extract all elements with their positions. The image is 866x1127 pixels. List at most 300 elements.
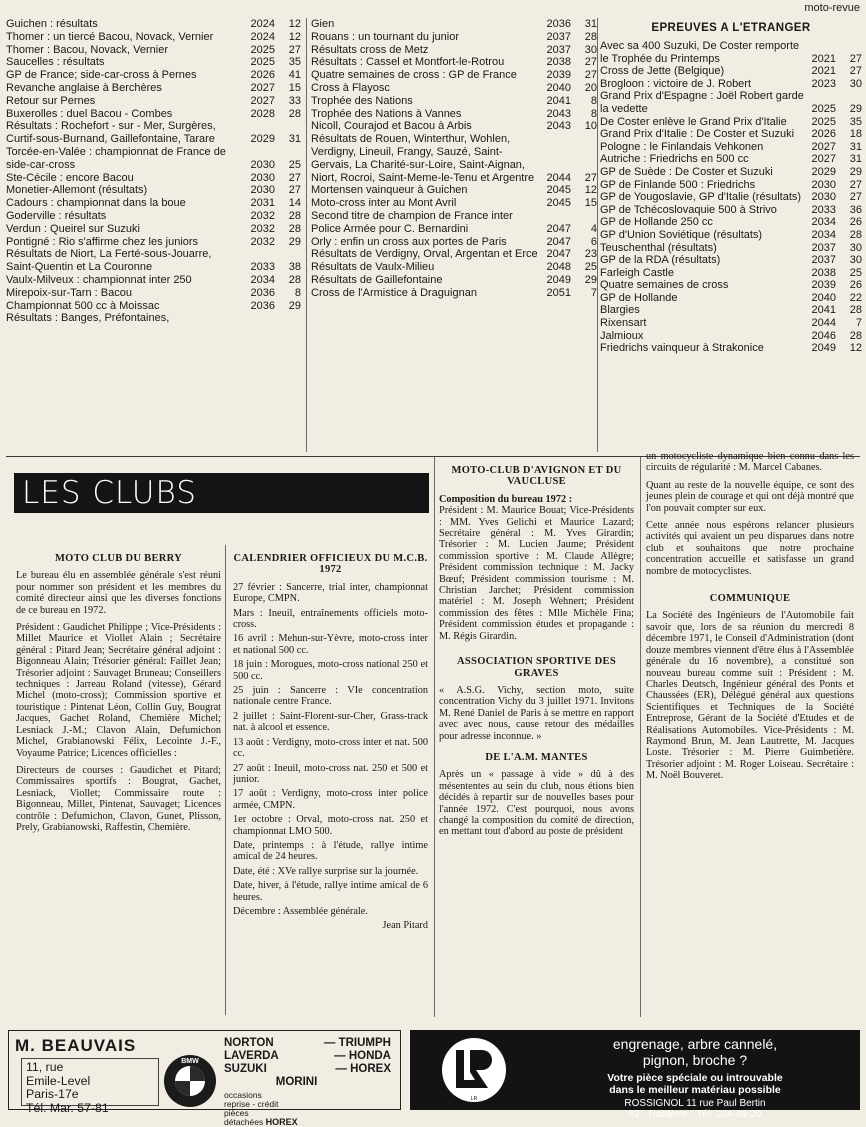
- entry-title: Verdun : Queirel sur Suzuki: [6, 222, 140, 235]
- entry-issue: 2034: [811, 228, 836, 241]
- entry-page: 27: [849, 65, 862, 78]
- entry-issue: 2032: [250, 209, 275, 222]
- entry-title: Résultats : Cassel et Montfort-le-Rotrou: [311, 56, 505, 69]
- address-line: 11, rue: [26, 1060, 64, 1074]
- entry-title: Grand Prix d'Espagne : Joël Robert garde la vedette: [600, 90, 804, 115]
- calendar-item: 2 juillet : Saint-Florent-sur-Cher, Grass-track nat. à alcool et essence.: [233, 710, 428, 734]
- entry-page: 25: [288, 158, 301, 171]
- entry-title: Avec sa 400 Suzuki, De Coster remporte le Trophée du Printemps: [600, 40, 800, 65]
- entry-title: GP de Yougoslavie, GP d'Italie (résultats): [600, 191, 802, 204]
- brand-item: — HOREX: [335, 1063, 391, 1075]
- entry-issue: 2037: [546, 30, 571, 43]
- entry-page: 28: [288, 209, 301, 222]
- entry-issue: 2043: [546, 120, 571, 133]
- entry-title: Autriche : Friedrichs en 500 cc: [600, 153, 749, 166]
- entry-title: Résultats de Niort, La Ferté-sous-Jouarre, Saint-Quentin et La Couronne: [6, 248, 212, 274]
- berry-paragraph: Directeurs de courses : Gaudichet et Pitard; Commissaires sportifs : Bougrat, Gachet, Lesniack, Viollet; Commissaire route : Bigonneau, Millet, Pintenat, Sauvaget; Licences contrôle : Defumichon, Clavon, Gunet, Plisson, Prely, Grabianowski, Raffestin, Chemière.: [16, 764, 221, 833]
- entry-page: 7: [590, 286, 597, 299]
- entry-title: Orly : enfin un cross aux portes de Paris: [311, 235, 507, 248]
- entry-issue: 2025: [811, 115, 836, 128]
- rossignol-address: [540, 1098, 850, 1120]
- calendar-item: Date, hiver, à l'étude, rallye intime amical de 6 heures.: [233, 880, 428, 903]
- entry-issue: 2033: [250, 261, 275, 274]
- avignon-column: [439, 465, 634, 1105]
- entry-issue: 2021: [811, 65, 836, 78]
- entry-title: Teuschenthal (résultats): [600, 241, 717, 254]
- address-line: 92 - Nanterre - Tél. 204-49-20: [628, 1109, 762, 1120]
- entry-title: Vaulx-Milveux : championnat inter 250: [6, 273, 192, 286]
- entry-page: 27: [584, 171, 597, 184]
- calendar-item: 16 avril : Mehun-sur-Yèvre, moto-cross inter et national 500 cc.: [233, 633, 428, 656]
- entry-page: 23: [584, 248, 597, 261]
- index-entry: [600, 179, 862, 192]
- entry-issue: 2038: [546, 56, 571, 69]
- entry-issue: 2049: [811, 342, 836, 355]
- entry-page: 29: [288, 235, 301, 248]
- index-entry: [600, 279, 862, 292]
- entry-title: GP de la RDA (résultats): [600, 254, 721, 267]
- table-of-contents: [6, 18, 862, 452]
- entry-title: GP de Hollande 250 cc: [600, 216, 713, 229]
- index-entry: [600, 204, 862, 217]
- entry-issue: 2025: [811, 102, 836, 115]
- entry-title: Résultats de Vaulx-Milieu: [311, 261, 435, 274]
- entry-issue: 2041: [546, 94, 571, 107]
- entry-title: Second titre de champion de France inter Police Armée pour C. Bernardini: [311, 209, 513, 235]
- entry-page: 15: [584, 197, 597, 210]
- entry-page: 8: [590, 107, 597, 120]
- communique-title: COMMUNIQUE: [709, 593, 791, 605]
- entry-issue: 2026: [811, 128, 836, 141]
- entry-issue: 2023: [811, 77, 836, 90]
- index-entry: [6, 197, 301, 210]
- index-entry: [600, 229, 862, 242]
- index-entry: [600, 254, 862, 267]
- entry-title: Résultats : Banges, Préfontaines,: [6, 312, 170, 325]
- entry-issue: 2051: [546, 286, 571, 299]
- entry-title: Thomer : Bacou, Novack, Vernier: [6, 43, 169, 56]
- index-entry: [600, 90, 862, 115]
- calendar-title: CALENDRIER OFFICIEUX DU M.C.B. 1972: [233, 553, 428, 576]
- entry-page: 7: [855, 317, 862, 330]
- entry-issue: 2024: [250, 30, 275, 43]
- entry-page: 27: [288, 43, 301, 56]
- pitch-line: Votre pièce spéciale ou introuvable: [607, 1072, 783, 1084]
- entry-page: 33: [288, 94, 301, 107]
- index-entry: [6, 287, 301, 300]
- entry-title: Cross de l'Armistice à Draguignan: [311, 286, 477, 299]
- entry-title: Rouans : un tournant du junior: [311, 30, 459, 43]
- index-entry: [311, 69, 597, 82]
- calendar-item: Date, été : XVe rallye surprise sur la journée.: [233, 865, 419, 877]
- entry-page: 8: [590, 94, 597, 107]
- service-item: détachées HOREX: [224, 1117, 298, 1127]
- entry-issue: 2032: [250, 235, 275, 248]
- entry-issue: 2029: [811, 165, 836, 178]
- entry-title: Cadours : championnat dans la boue: [6, 197, 186, 210]
- entry-issue: 2025: [250, 56, 275, 69]
- entry-title: Moto-cross inter au Mont Avril: [311, 197, 457, 210]
- entry-title: GP de Hollande: [600, 291, 678, 304]
- entry-page: 12: [584, 184, 597, 197]
- index-entry: [6, 146, 301, 172]
- entry-issue: 2036: [546, 18, 571, 30]
- avignon-text: Président : M. Maurice Bouat; Vice-Présidents : MM. Yves Gelichi et Maurice Lazard; Secrétaire général : M. Yves Girardin; Trésorier : M. Lucien Jaume; Président commission sportive : M. Claude Allègre; Président commission technique : M. Jacky Bœuf; Président commission tourisme : M. Christian Jarchet; Président commission matériel : M. Joseph Wehnert; Président commission des fêtes : Mlle Michèle Fina; Président commission études et propagande : M. Régis Girardin.: [439, 505, 634, 642]
- bmw-logo-icon: [162, 1053, 218, 1109]
- entry-issue: 2030: [250, 171, 275, 184]
- index-entry: [311, 31, 597, 44]
- entry-page: 28: [849, 304, 862, 317]
- index-entry: [311, 56, 597, 69]
- entry-page: 27: [849, 191, 862, 204]
- entry-page: 38: [288, 261, 301, 274]
- entry-issue: 2026: [250, 69, 275, 82]
- index-entry: [600, 40, 862, 65]
- entry-title: Grand Prix d'Italie : De Coster et Suzuki: [600, 128, 795, 141]
- masthead: moto-revue: [804, 2, 860, 14]
- entry-issue: 2038: [811, 266, 836, 279]
- berry-paragraph: Président : Gaudichet Philippe ; Vice-Présidents : Millet Maurice et Viollet Alain ; Secrétaire général : Pitard Jean; Secrétaire général adjoint : Bigonneau Alain; Trésorier général: Faillet Jean; Trésorier adjoint : Sauvaget Bruneau; Conseillers techniques : Jarreau Roland (vitesse), Gérard Michel (moto-cross); Commission sportive et touristique : Pintenat Léon, Collin Guy, Bougrat Jacques, Gachet Roland, Chemière Michel; Lesniack J.-M.; Clavon Alain, Defumichon Michel, Grabianowski Félix, Lecointe J.-F., Voyaume Patrice; Licences officielles :: [16, 622, 221, 759]
- foreign-events-title: EPREUVES A L'ETRANGER: [651, 22, 811, 34]
- entry-issue: 2037: [811, 241, 836, 254]
- entry-page: 31: [849, 140, 862, 153]
- index-entry: [6, 69, 301, 82]
- beauvais-ad: [8, 1030, 401, 1127]
- entry-page: 30: [849, 77, 862, 90]
- entry-page: 12: [849, 342, 862, 355]
- entry-title: Brogloon : victoire de J. Robert: [600, 77, 752, 90]
- brand-item: MORINI: [275, 1076, 318, 1088]
- entry-title: Saucelles : résultats: [6, 56, 105, 69]
- entry-issue: 2044: [811, 317, 836, 330]
- address-line: Emile-Level: [26, 1073, 91, 1088]
- entry-title: Championnat 500 cc à Moissac: [6, 299, 160, 312]
- entry-issue: 2039: [811, 279, 836, 292]
- bmw-logo-text: BMW: [181, 1058, 199, 1065]
- calendar-item: 25 juin : Sancerre : VIe concentration nationale centre France.: [233, 685, 428, 708]
- entry-title: GP d'Union Soviétique (résultats): [600, 228, 763, 241]
- entry-page: 25: [584, 261, 597, 274]
- entry-title: Jalmioux: [600, 329, 644, 342]
- services-list: [224, 1091, 298, 1127]
- entry-issue: 2033: [811, 203, 836, 216]
- entry-issue: 2043: [546, 107, 571, 120]
- mantes-continued: Quant au reste de la nouvelle équipe, ce sont des jeunes plein de courage et qui ont déjà montré que l'on pouvait compter sur eux.: [646, 479, 854, 514]
- entry-issue: 2040: [811, 291, 836, 304]
- entry-title: Thomer : un tiercé Bacou, Novack, Vernier: [6, 30, 214, 43]
- entry-page: 26: [849, 279, 862, 292]
- rossignol-pitch: [540, 1072, 850, 1096]
- index-entry: [311, 108, 597, 121]
- entry-title: Résultats de Verdigny, Orval, Argentan et Erce: [311, 248, 538, 261]
- graves-text: « A.S.G. Vichy, section moto, suite concentration Vichy du 3 juillet 1971. Invitons M. René Daniel de Paris à se mettre en rapport avec avec nous, cause retour des médailles pour adresse inconnue. »: [439, 684, 634, 742]
- rossignol-ad: [410, 1030, 860, 1120]
- index-entry: [600, 78, 862, 91]
- index-entry: [600, 166, 862, 179]
- entry-issue: 2036: [250, 299, 275, 312]
- entry-page: 29: [849, 102, 862, 115]
- entry-page: 29: [288, 299, 301, 312]
- entry-title: GP de Suède : De Coster et Suzuki: [600, 165, 773, 178]
- entry-page: 31: [288, 133, 301, 146]
- index-column-3: [600, 18, 862, 355]
- index-entry: [311, 197, 597, 210]
- entry-issue: 2028: [250, 107, 275, 120]
- index-entry: [311, 18, 597, 31]
- entry-page: 20: [584, 81, 597, 94]
- entry-issue: 2031: [250, 197, 275, 210]
- brand-list: [224, 1037, 399, 1089]
- calendar-item: Décembre : Assemblée générale.: [233, 905, 368, 917]
- index-entry: [311, 95, 597, 108]
- calendar-item: 27 février : Sancerre, trial inter, championnat Europe, CMPN.: [233, 581, 428, 605]
- berry-article: [16, 553, 221, 1083]
- entry-title: Quatre semaines de cross : GP de France: [311, 69, 517, 82]
- mantes-continued: un motocycliste dynamique bien connu dans les circuits de régularité : M. Marcel Cabanes.: [646, 451, 854, 474]
- entry-page: 29: [849, 165, 862, 178]
- mantes-text: Après un « passage à vide » dû à des mésententes au sein du club, nous étions bien décidés à repartir sur de nouvelles bases pour l'année 1972. C'est pourquoi, nous avons changé la composition du comité de direction, en mettant tout d'abord au poste de président: [439, 769, 634, 838]
- entry-title: Résultats : Rochefort - sur - Mer, Surgères, Curtif-sous-Burnand, Gaillefontaine, Tarare: [6, 120, 216, 146]
- entry-issue: 2034: [811, 216, 836, 229]
- brand-item: — TRIUMPH: [323, 1037, 391, 1049]
- index-entry: [6, 236, 301, 249]
- entry-page: 28: [849, 228, 862, 241]
- entry-title: GP de France; side-car-cross à Pernes: [6, 69, 197, 82]
- entry-issue: 2030: [250, 158, 275, 171]
- entry-title: Retour sur Pernes: [6, 94, 96, 107]
- entry-issue: 2037: [546, 43, 571, 56]
- entry-page: 30: [849, 254, 862, 267]
- address-line: Tél. Mar. 57-81: [26, 1100, 109, 1115]
- calendar-item: 18 juin : Morogues, moto-cross national 250 et 500 cc.: [233, 659, 428, 682]
- entry-issue: 2044: [546, 171, 571, 184]
- clubs-section: [14, 451, 854, 932]
- berry-title: MOTO CLUB DU BERRY: [54, 553, 183, 564]
- entry-issue: 2049: [546, 273, 571, 286]
- entry-title: Monetier-Allemont (résultats): [6, 184, 148, 197]
- index-entry: [311, 274, 597, 287]
- entry-page: 6: [590, 235, 597, 248]
- entry-issue: 2047: [546, 222, 571, 235]
- entry-title: Résultats de Gaillefontaine: [311, 273, 443, 286]
- index-entry: [600, 153, 862, 166]
- entry-issue: 2025: [250, 43, 275, 56]
- index-entry: [311, 236, 597, 249]
- entry-page: 30: [849, 241, 862, 254]
- service-item: reprise - crédit: [224, 1099, 279, 1109]
- entry-page: 27: [584, 69, 597, 82]
- index-entry: [311, 44, 597, 57]
- entry-title: Goderville : résultats: [6, 209, 107, 222]
- index-entry: [6, 82, 301, 95]
- entry-title: Guichen : résultats: [6, 18, 98, 30]
- column-divider: [306, 18, 307, 452]
- entry-page: 12: [288, 30, 301, 43]
- index-entry: [6, 120, 301, 146]
- entry-issue: 2032: [250, 222, 275, 235]
- entry-page: 27: [584, 56, 597, 69]
- entry-page: 35: [288, 56, 301, 69]
- entry-issue: 2048: [546, 261, 571, 274]
- index-entry: [6, 223, 301, 236]
- entry-issue: 2027: [250, 81, 275, 94]
- entry-page: 31: [849, 153, 862, 166]
- entry-issue: 2036: [250, 286, 275, 299]
- index-entry: [6, 31, 301, 44]
- entry-page: 31: [584, 18, 597, 30]
- entry-issue: 2041: [811, 304, 836, 317]
- entry-issue: 2034: [250, 273, 275, 286]
- avignon-title: MOTO-CLUB D'AVIGNON ET DU VAUCLUSE: [451, 465, 622, 488]
- entry-page: 14: [288, 197, 301, 210]
- column-divider: [434, 457, 435, 1017]
- index-entry: [600, 128, 862, 141]
- address-line: Paris-17e: [26, 1087, 79, 1101]
- address-line: ROSSIGNOL 11 rue Paul Bertin: [624, 1098, 766, 1109]
- index-entry: [600, 216, 862, 229]
- pitch-line: dans le meilleur matériau possible: [609, 1084, 781, 1096]
- entry-issue: 2030: [811, 178, 836, 191]
- berry-paragraph: Le bureau élu en assemblée générale s'est réuni pour nommer son président et les membres du comité directeur ainsi que les diverses fonctions de ce bureau en 1972.: [16, 570, 221, 616]
- tagline-line: pignon, broche ?: [642, 1052, 748, 1068]
- svg-text:LR: LR: [470, 1096, 478, 1102]
- entry-issue: 2047: [546, 235, 571, 248]
- calendar-item: 27 août : Ineuil, moto-cross nat. 250 et 500 et junior.: [233, 762, 428, 785]
- index-entry: [311, 210, 597, 236]
- entry-page: 27: [849, 52, 862, 65]
- mantes-continued: Cette année nous espérons relancer plusieurs activités qui avaient un peu disparues dans notre club et souhaitons que notre prochaine concentration accueille et satisfasse un grand nombre de motocyclistes.: [646, 520, 854, 577]
- index-entry: [600, 191, 862, 204]
- index-entry: [6, 300, 301, 313]
- entry-title: Résultats de Rouen, Winterthur, Wohlen, Verdigny, Lineuil, Frangy, Sauzé, Saint-Gervais, La Charité-sur-Loire, Saint-Aignan, Niort, Rocroi, Saint-Meme-le-Tenu et Argentre: [311, 133, 535, 184]
- entry-title: Quatre semaines de cross: [600, 279, 729, 292]
- index-entry: [600, 342, 862, 355]
- index-entry: [311, 248, 597, 261]
- entry-title: Torcée-en-Valée : championnat de France de side-car-cross: [6, 145, 226, 171]
- entry-issue: 2045: [546, 197, 571, 210]
- entry-title: Cross à Flayosc: [311, 81, 390, 94]
- entry-title: Mortensen vainqueur à Guichen: [311, 184, 468, 197]
- service-item: occasions: [224, 1090, 262, 1100]
- index-entry: [6, 312, 301, 325]
- entry-page: 28: [288, 222, 301, 235]
- calendar-item: Mars : Ineuil, entraînements officiels moto-cross.: [233, 607, 428, 631]
- rossignol-tagline: [540, 1036, 850, 1068]
- calendar-item: 17 août : Verdigny, moto-cross inter police armée, CMPN.: [233, 788, 428, 811]
- index-entry: [6, 184, 301, 197]
- entry-issue: 2047: [546, 248, 571, 261]
- index-entry: [600, 65, 862, 78]
- index-entry: [311, 261, 597, 274]
- brand-item: — HONDA: [334, 1050, 391, 1062]
- mantes-title: DE L'A.M. MANTES: [485, 751, 588, 763]
- entry-page: 18: [849, 128, 862, 141]
- entry-issue: 2029: [250, 133, 275, 146]
- entry-page: 30: [584, 43, 597, 56]
- index-entry: [6, 44, 301, 57]
- index-entry: [6, 95, 301, 108]
- beauvais-address: [21, 1058, 159, 1115]
- index-entry: [6, 248, 301, 274]
- entry-page: 27: [288, 184, 301, 197]
- entry-issue: 2039: [546, 69, 571, 82]
- clubs-banner-title: LES CLUBS: [22, 475, 197, 511]
- index-entry: [311, 133, 597, 184]
- entry-page: 41: [288, 69, 301, 82]
- lr-logo-icon: [440, 1036, 508, 1104]
- calendar-article: [233, 553, 428, 1083]
- entry-page: 28: [288, 107, 301, 120]
- graves-title: ASSOCIATION SPORTIVE DES GRAVES: [457, 656, 616, 679]
- calendar-item: 13 août : Verdigny, moto-cross inter et nat. 500 cc.: [233, 736, 428, 760]
- index-entry: [600, 242, 862, 255]
- index-entry: [6, 56, 301, 69]
- entry-issue: 2030: [250, 184, 275, 197]
- entry-issue: 2030: [811, 191, 836, 204]
- clubs-banner: [14, 473, 429, 513]
- index-entry: [311, 287, 597, 300]
- entry-title: Nicoll, Courajod et Bacou à Arbis: [311, 120, 472, 133]
- mantes-continued-column: [646, 451, 854, 1091]
- beauvais-name: M. BEAUVAIS: [15, 1036, 137, 1055]
- entry-page: 4: [590, 222, 597, 235]
- brand-item: SUZUKI: [224, 1063, 267, 1075]
- index-entry: [600, 304, 862, 317]
- entry-page: 28: [288, 273, 301, 286]
- entry-title: Trophée des Nations: [311, 94, 413, 107]
- index-entry: [600, 141, 862, 154]
- service-item: pièces: [224, 1108, 249, 1118]
- calendar-item: 1er octobre : Orval, moto-cross nat. 250 et championnat LMO 500.: [233, 814, 428, 837]
- index-entry: [600, 267, 862, 280]
- entry-page: 27: [849, 178, 862, 191]
- column-divider: [597, 18, 598, 452]
- entry-title: Farleigh Castle: [600, 266, 674, 279]
- entry-title: GP de Tchécoslovaquie 500 à Strivo: [600, 203, 777, 216]
- communique-text: La Société des Ingénieurs de l'Automobile fait savoir que, lors de sa réunion du mercredi 8 décembre 1971, le Conseil d'Administration (dont douze membres viennent d'être élus à l'Assemblée générale du 16 novembre), a constitué son nouveau bureau comme suit : Président : M. Charles Deutsch, Ingénieur général des Ponts et Chaussées (ER), Délégué général aux questions Scientifiques et Techniques de la Société Entreprose, Gérant de la Société d'Etudes et de Réalisations Automobiles. Vice-Présidents : M. Raymond Brun, M. Jean Lautrette, M. Jacques Loste. Trésorier : M. Pierre Guimbetière. Trésorier adjoint : M. Roger Loiseau. Secrétaire : M. Noël Bouveret.: [646, 610, 854, 782]
- index-entry: [6, 18, 301, 31]
- entry-title: De Coster enlève le Grand Prix d'Italie: [600, 115, 787, 128]
- entry-issue: 2027: [250, 94, 275, 107]
- entry-page: 26: [849, 216, 862, 229]
- entry-issue: 2037: [811, 254, 836, 267]
- index-column-1: [6, 18, 301, 325]
- index-entry: [311, 82, 597, 95]
- index-entry: [600, 116, 862, 129]
- index-entry: [6, 210, 301, 223]
- entry-title: Cross de Jette (Belgique): [600, 65, 725, 78]
- entry-page: 12: [288, 18, 301, 30]
- entry-page: 29: [584, 273, 597, 286]
- entry-issue: 2040: [546, 81, 571, 94]
- entry-title: Trophée des Nations à Vannes: [311, 107, 462, 120]
- entry-issue: 2045: [546, 184, 571, 197]
- entry-title: Mirepoix-sur-Tarn : Bacou: [6, 286, 132, 299]
- calendar-item: Date, printemps : à l'étude, rallye intime amical de 24 heures.: [233, 839, 428, 863]
- entry-page: 27: [288, 171, 301, 184]
- index-entry: [600, 317, 862, 330]
- entry-title: GP de Finlande 500 : Friedrichs: [600, 178, 756, 191]
- entry-page: 15: [288, 81, 301, 94]
- entry-title: Friedrichs vainqueur à Strakonice: [600, 342, 764, 355]
- entry-title: Buxerolles : duel Bacou - Combes: [6, 107, 173, 120]
- entry-page: 22: [849, 291, 862, 304]
- entry-issue: 2021: [811, 52, 836, 65]
- index-entry: [311, 184, 597, 197]
- entry-page: 10: [584, 120, 597, 133]
- entry-title: Pologne : le Finlandais Vehkonen: [600, 140, 764, 153]
- brand-item: LAVERDA: [224, 1050, 279, 1062]
